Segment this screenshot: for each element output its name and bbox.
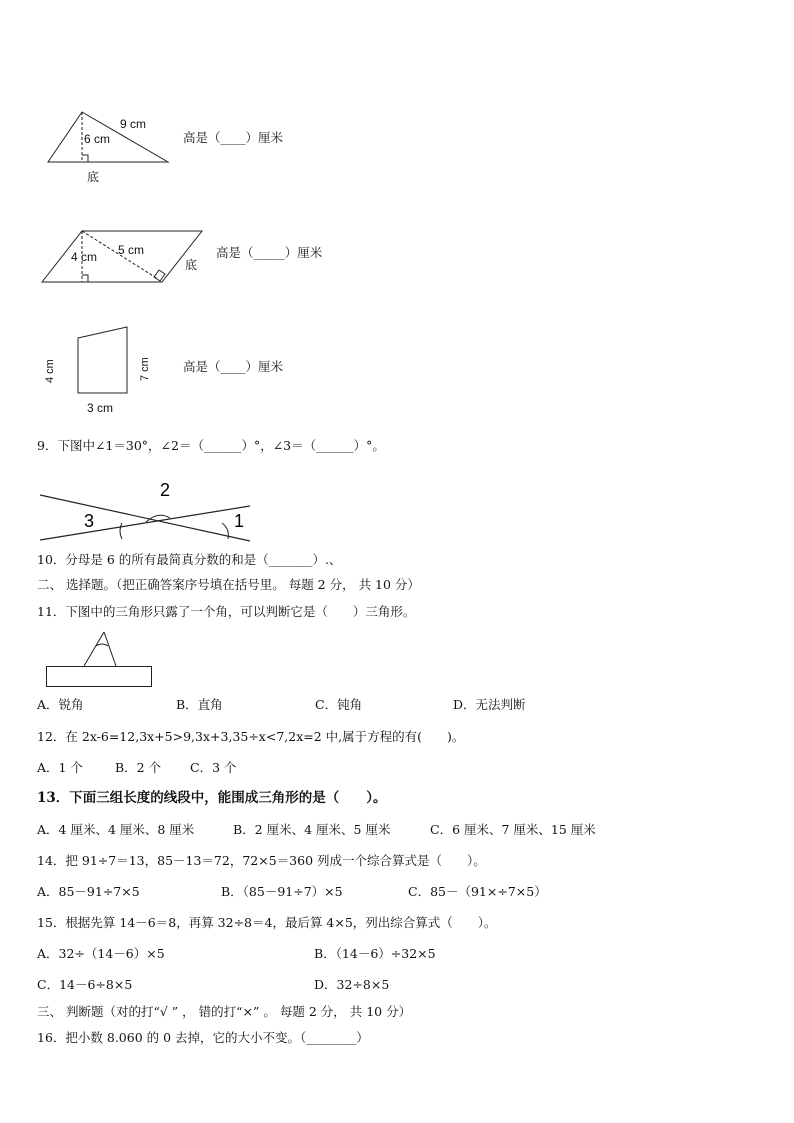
angle-figure: [36, 475, 261, 545]
triangle-side-label: 9 cm: [120, 117, 147, 131]
question-9: 9．下图中∠1＝30°，∠2＝（______）°，∠3＝（______）°。: [37, 438, 385, 453]
q11-option-c: C．钝角: [315, 697, 363, 712]
q12-option-c: C．3 个: [190, 760, 237, 775]
question-13: 13．下面三组长度的线段中，能围成三角形的是（ ）。: [37, 790, 387, 806]
question-11: 11．下图中的三角形只露了一个角，可以判断它是（ ）三角形。: [37, 604, 416, 619]
parallelogram-figure: [38, 225, 208, 290]
q11-option-a: A．锐角: [37, 697, 84, 712]
q12-option-b: B．2 个: [115, 760, 162, 775]
angle-label-3: 3: [84, 511, 95, 531]
angle-label-1: 1: [234, 511, 245, 531]
question-15: 15．根据先算 14－6＝8，再算 32÷8＝4，最后算 4×5，列出综合算式（ ）。: [37, 915, 497, 930]
section-3-heading: 三、 判断题（对的打“√ ” ， 错的打“×” 。 每题 2 分， 共 10 分）: [37, 1004, 412, 1019]
question-16: 16．把小数 8.060 的 0 去掉，它的大小不变。（________）: [37, 1030, 369, 1045]
q12-option-a: A．1 个: [37, 760, 83, 775]
question-10: 10．分母是 6 的所有最简真分数的和是（_______）.、: [37, 552, 342, 567]
trapezoid-question: 高是（____）厘米: [183, 359, 284, 374]
parallelogram-base-label: 底: [185, 258, 198, 272]
triangle-question: 高是（____）厘米: [183, 130, 284, 145]
parallelogram-diag-label: 5 cm: [118, 243, 145, 257]
q15-option-d: D．32÷8×5: [314, 977, 390, 992]
q11-option-b: B．直角: [176, 697, 223, 712]
question-12: 12．在 2x-6=12,3x+5>9,3x+3,35÷x<7,2x=2 中,属于方程的有( )。: [37, 729, 465, 744]
trapezoid-right-label: 7 cm: [139, 357, 151, 381]
question-14: 14．把 91÷7＝13，85－13＝72，72×5＝360 列成一个综合算式是（ ）。: [37, 853, 486, 868]
q14-option-c: C．85－（91×÷7×5）: [408, 884, 547, 899]
q15-option-c: C．14－6÷8×5: [37, 977, 133, 992]
q13-option-a: A．4 厘米、4 厘米、8 厘米: [37, 822, 195, 837]
trapezoid-left-label: 4 cm: [44, 359, 56, 383]
parallelogram-question: 高是（_____）厘米: [216, 245, 323, 260]
q13-option-b: B．2 厘米、4 厘米、5 厘米: [233, 822, 391, 837]
angle-label-2: 2: [160, 480, 171, 500]
trapezoid-figure: [70, 320, 140, 400]
hidden-triangle-figure: [44, 628, 156, 690]
parallelogram-height-label: 4 cm: [71, 250, 98, 264]
q15-option-b: B．（14－6）÷32×5: [314, 946, 436, 961]
q11-option-d: D．无法判断: [453, 697, 526, 712]
q15-option-a: A．32÷（14－6）×5: [37, 946, 165, 961]
triangle-base-label: 底: [87, 170, 100, 184]
q14-option-b: B．（85－91÷7）×5: [221, 884, 343, 899]
q14-option-a: A．85－91÷7×5: [37, 884, 140, 899]
triangle-height-label: 6 cm: [84, 132, 111, 146]
trapezoid-bottom-label: 3 cm: [87, 401, 114, 415]
q13-option-c: C．6 厘米、7 厘米、15 厘米: [430, 822, 596, 837]
section-2-heading: 二、 选择题。（把正确答案序号填在括号里。 每题 2 分， 共 10 分）: [37, 577, 420, 592]
